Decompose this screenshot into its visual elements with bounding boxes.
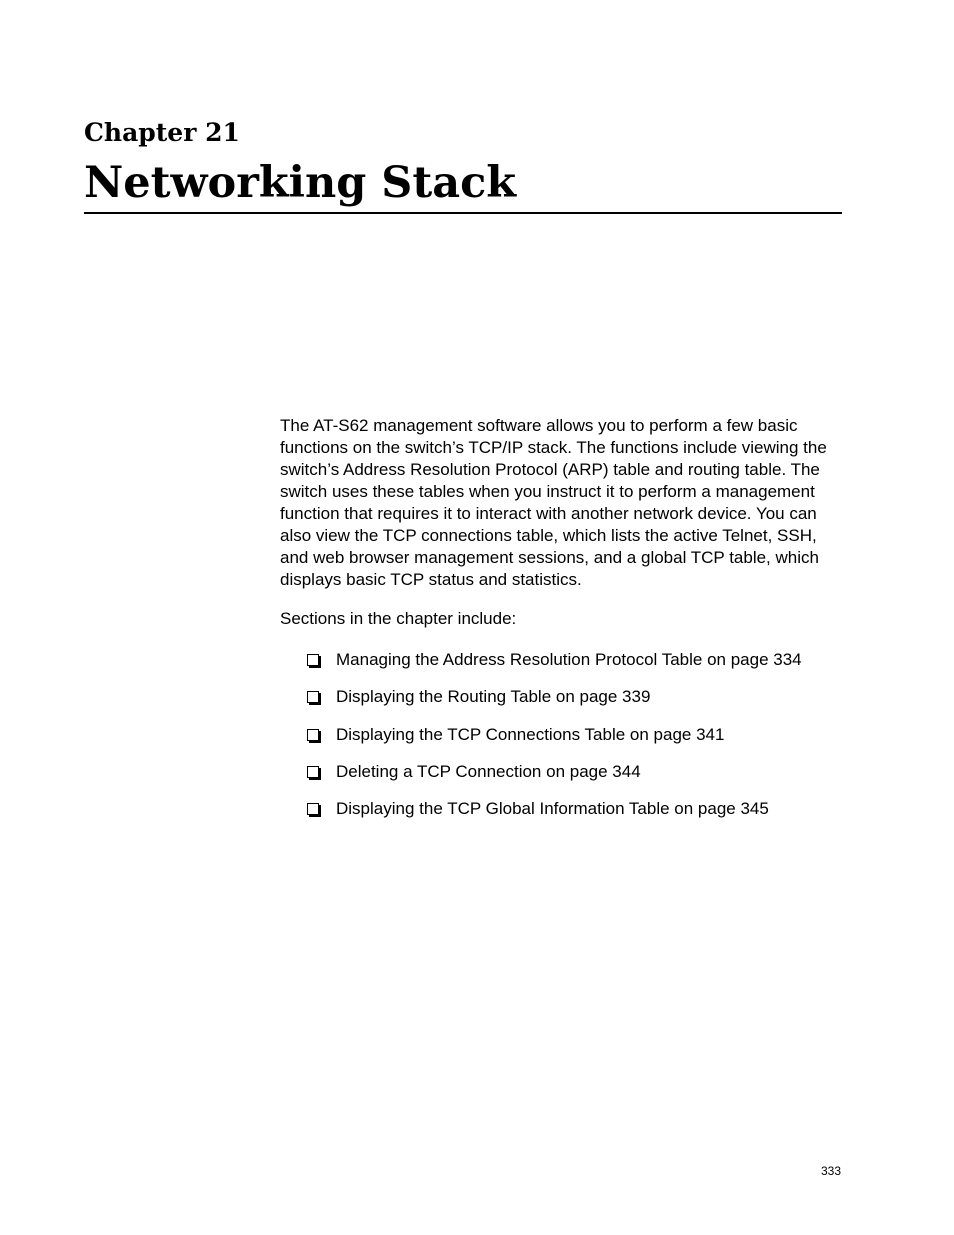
checkbox-icon — [307, 654, 319, 666]
checkbox-icon — [307, 729, 319, 741]
chapter-label: Chapter 21 — [84, 118, 240, 147]
title-rule — [84, 212, 842, 214]
chapter-title: Networking Stack — [84, 158, 517, 208]
section-link-text[interactable]: Displaying the TCP Connections Table on page 341 — [336, 724, 725, 744]
section-link-text[interactable]: Displaying the Routing Table on page 339 — [336, 687, 651, 707]
sections-intro: Sections in the chapter include: — [280, 609, 517, 628]
sections-list — [307, 649, 802, 835]
checkbox-icon — [307, 803, 319, 815]
section-list-item[interactable] — [307, 798, 802, 835]
page-number: 333 — [820, 1164, 841, 1178]
intro-paragraph: The AT-S62 management software allows you to perform a few basic functions on the switch’s TCP/IP stack. The functions include viewing the switch’s Address Resolution Protocol (ARP) table and routing table. The switch uses these tables when you instruct it to perform a management function that requires it to interact with another network device. You can also view the TCP connections table, which lists the active Telnet, SSH, and web browser management sessions, and a global TCP table, which displays basic TCP status and statistics. — [280, 416, 827, 589]
checkbox-icon — [307, 766, 319, 778]
section-link-text[interactable]: Displaying the TCP Global Information Table on page 345 — [336, 799, 769, 819]
section-list-item[interactable] — [307, 649, 802, 686]
section-list-item[interactable] — [307, 761, 802, 798]
section-link-text[interactable]: Deleting a TCP Connection on page 344 — [336, 761, 641, 781]
section-link-text[interactable]: Managing the Address Resolution Protocol Table on page 334 — [336, 650, 802, 669]
section-list-item[interactable] — [307, 724, 802, 761]
checkbox-icon — [307, 691, 319, 703]
section-list-item[interactable] — [307, 686, 802, 723]
